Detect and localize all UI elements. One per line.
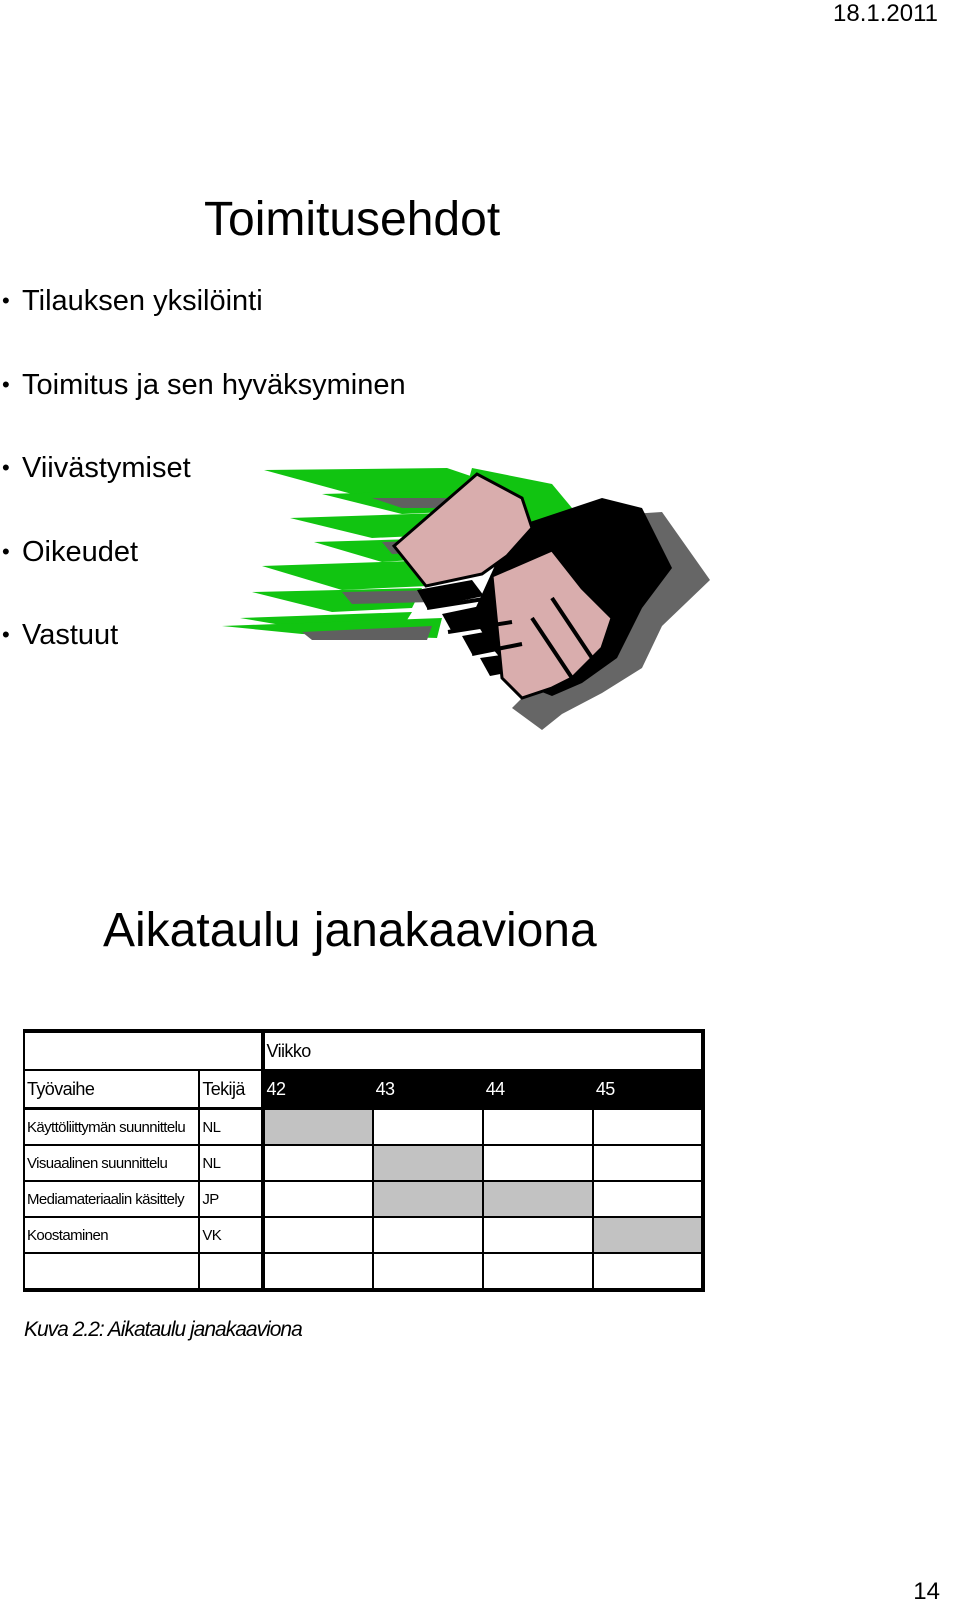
empty-cell [263, 1253, 373, 1290]
doer-cell: JP [199, 1181, 262, 1217]
week-cell-active [593, 1217, 703, 1253]
column-header-task: Työvaihe [24, 1070, 199, 1109]
task-cell: Koostaminen [24, 1217, 199, 1253]
task-cell: Visuaalinen suunnittelu [24, 1145, 199, 1181]
empty-cell [199, 1253, 262, 1290]
week-cell [263, 1145, 373, 1181]
header-date: 18.1.2011 [833, 0, 938, 27]
week-cell-active [483, 1181, 593, 1217]
doer-cell: NL [199, 1145, 262, 1181]
bullet-item: • Viivästymiset [0, 451, 406, 535]
table-row [24, 1181, 703, 1217]
column-header-doer: Tekijä [199, 1070, 262, 1109]
table-corner-cell [24, 1031, 263, 1070]
table-row [24, 1217, 703, 1253]
viikko-label: Viikko [263, 1031, 703, 1070]
week-header: 43 [373, 1070, 483, 1109]
empty-cell [483, 1253, 593, 1290]
week-cell [373, 1109, 483, 1146]
week-header: 45 [593, 1070, 703, 1109]
table-row [24, 1145, 703, 1181]
table-row-empty [24, 1253, 703, 1290]
week-cell [593, 1109, 703, 1146]
week-cell [263, 1181, 373, 1217]
week-cell [483, 1109, 593, 1146]
week-cell-active [373, 1181, 483, 1217]
slide-title-aikataulu: Aikataulu janakaaviona [103, 904, 597, 957]
week-cell [483, 1145, 593, 1181]
bullet-item: • Oikeudet [0, 535, 406, 619]
schedule-table [23, 1029, 705, 1292]
empty-cell [24, 1253, 199, 1290]
bullet-item: • Tilauksen yksilöinti [0, 284, 406, 368]
handshake-icon [222, 468, 712, 730]
bullet-item: • Toimitus ja sen hyväksyminen [0, 368, 406, 452]
week-cell [483, 1217, 593, 1253]
week-cell [263, 1217, 373, 1253]
week-cell [593, 1145, 703, 1181]
bullet-item: • Vastuut [0, 618, 406, 702]
empty-cell [593, 1253, 703, 1290]
slide-title-toimitusehdot: Toimitusehdot [204, 193, 501, 246]
empty-cell [373, 1253, 483, 1290]
week-header: 44 [483, 1070, 593, 1109]
doer-cell: NL [199, 1109, 262, 1146]
week-header: 42 [263, 1070, 373, 1109]
table-row [24, 1109, 703, 1146]
week-cell-active [263, 1109, 373, 1146]
task-cell: Käyttöliittymän suunnittelu [24, 1109, 199, 1146]
week-cell [373, 1217, 483, 1253]
figure-caption: Kuva 2.2: Aikataulu janakaaviona [24, 1318, 302, 1341]
week-cell [593, 1181, 703, 1217]
page-number: 14 [913, 1578, 940, 1605]
doer-cell: VK [199, 1217, 262, 1253]
week-cell-active [373, 1145, 483, 1181]
task-cell: Mediamateriaalin käsittely [24, 1181, 199, 1217]
